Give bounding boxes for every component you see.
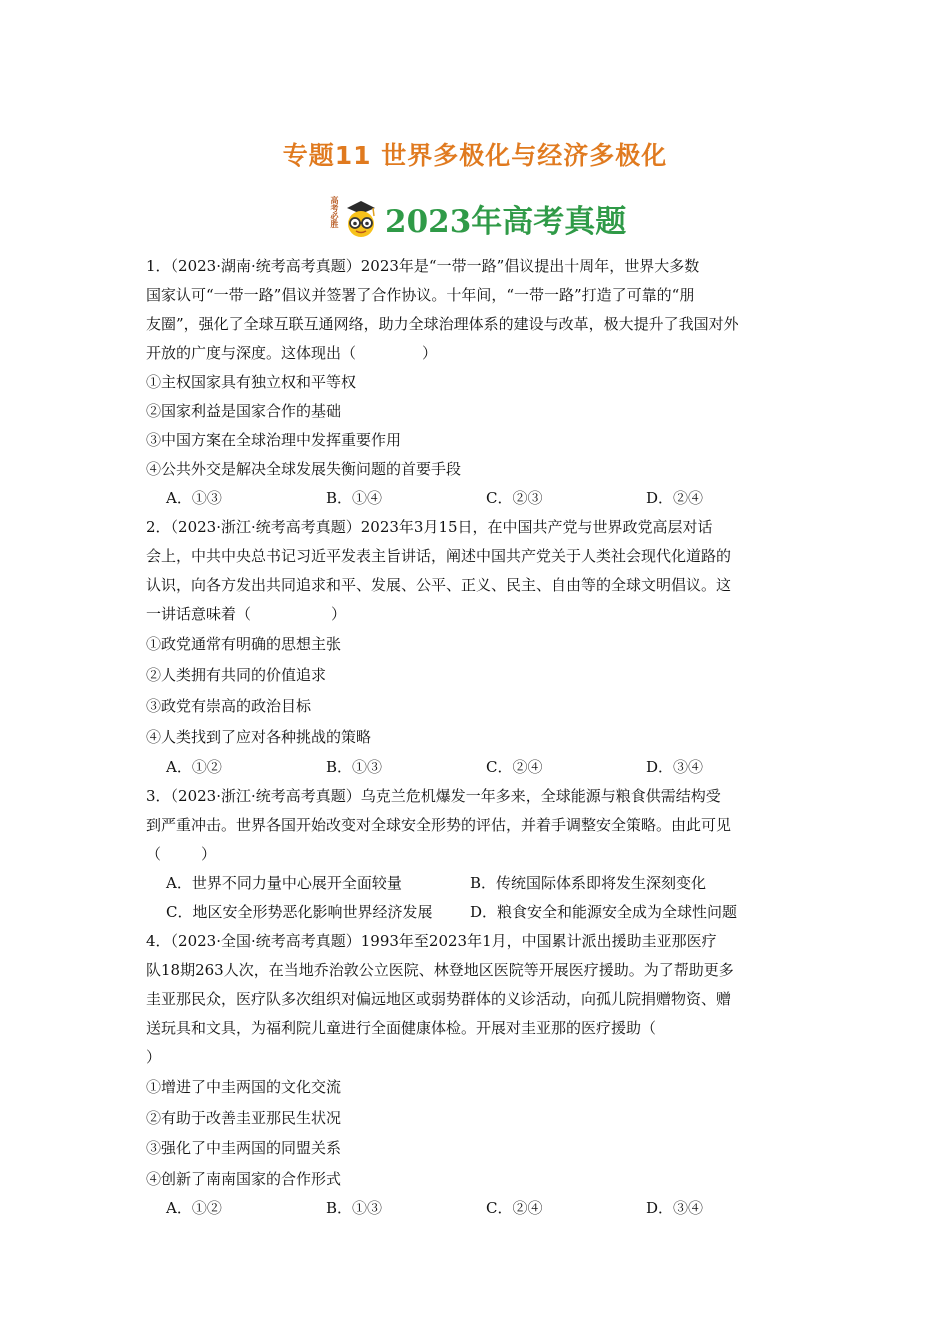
choice-d[interactable]: D．②④ — [646, 489, 704, 507]
statement-item: ③强化了中圭两国的同盟关系 — [146, 1139, 342, 1157]
question-stem-line: 1．（2023·湖南·统考高考真题）2023年是“一带一路”倡议提出十周年，世界大多数 — [146, 257, 700, 275]
question-stem-line: 会上，中共中央总书记习近平发表主旨讲话，阐述中国共产党关于人类社会现代化道路的 — [146, 547, 732, 565]
question-1 — [146, 252, 806, 513]
question-stem-line — [146, 840, 806, 869]
question-stem-line: 2．（2023·浙江·统考高考真题）2023年3月15日，在中国共产党与世界政党高层对话 — [146, 518, 713, 536]
statement-item: ②人类拥有共同的价值追求 — [146, 666, 327, 684]
question-stem-line: 3．（2023·浙江·统考高考真题）乌克兰危机爆发一年多来，全球能源与粮食供需结构受 — [146, 787, 721, 805]
statement-item: ④创新了南南国家的合作形式 — [146, 1169, 342, 1188]
question-stem-line: 送玩具和文具，为福利院儿童进行全面健康体检。开展对圭亚那的医疗援助（ — [146, 1019, 657, 1037]
banner-mini-text: 高考必胜 — [330, 196, 340, 228]
question-stem-end: ） — [422, 344, 438, 362]
statement-item: ④人类找到了应对各种挑战的策略 — [146, 728, 372, 746]
choice-row — [166, 898, 806, 927]
answer-choices — [146, 753, 806, 782]
statement-item: ①增进了中圭两国的文化交流 — [146, 1078, 342, 1096]
page-title: 专题11 世界多极化与经济多极化 — [282, 141, 668, 170]
statement-item: ③政党有崇高的政治目标 — [146, 697, 312, 715]
statement-item: ④公共外交是解决全球发展失衡问题的首要手段 — [146, 460, 462, 478]
question-list — [146, 252, 806, 1223]
question-2 — [146, 513, 806, 782]
choice-a[interactable]: A．①③ — [166, 489, 222, 507]
answer-choices — [146, 484, 806, 513]
choice-a[interactable]: A．世界不同力量中心展开全面较量 — [166, 874, 402, 892]
choice-a[interactable]: A．①② — [166, 758, 222, 776]
question-stem-end: ） — [201, 845, 217, 863]
question-stem-line: ） — [146, 1048, 162, 1066]
section-banner — [330, 192, 626, 244]
question-3 — [146, 782, 806, 927]
choice-d[interactable]: D．③④ — [646, 1199, 704, 1217]
question-stem-line: 国家认可“一带一路”倡议并签署了合作协议。十年间，“一带一路”打造了可靠的“朋 — [146, 286, 695, 304]
question-stem-text: 开放的广度与深度。这体现出（ — [146, 344, 357, 362]
question-stem-line: 4．（2023·全国·统考高考真题）1993年至2023年1月，中国累计派出援助圭亚那医疗 — [146, 932, 717, 950]
choice-c[interactable]: C．②④ — [486, 1199, 543, 1217]
statement-item: ②有助于改善圭亚那民生状况 — [146, 1108, 342, 1127]
choice-row — [166, 869, 806, 898]
question-stem-line — [146, 600, 806, 629]
statement-item: ①主权国家具有独立权和平等权 — [146, 373, 357, 391]
choice-c[interactable]: C．②④ — [486, 758, 543, 776]
choice-c[interactable]: C．②③ — [486, 489, 543, 507]
choice-d[interactable]: D．粮食安全和能源安全成为全球性问题 — [470, 903, 738, 921]
answer-choices — [146, 869, 806, 927]
question-stem-end: ） — [331, 605, 347, 623]
statement-item: ②国家利益是国家合作的基础 — [146, 402, 342, 420]
question-stem-line: 友圈”，强化了全球互联互通网络，助力全球治理体系的建设与改革，极大提升了我国对外 — [146, 315, 739, 333]
choice-b[interactable]: B．①③ — [326, 1199, 383, 1217]
choice-b[interactable]: B．①③ — [326, 758, 383, 776]
statement-item: ①政党通常有明确的思想主张 — [146, 635, 342, 653]
question-stem-line: 队18期263人次，在当地乔治敦公立医院、林登地区医院等开展医疗援助。为了帮助更多 — [146, 961, 734, 979]
question-stem-text: 一讲话意味着（ — [146, 605, 252, 623]
statement-item: ③中国方案在全球治理中发挥重要作用 — [146, 431, 402, 449]
choice-d[interactable]: D．③④ — [646, 758, 704, 776]
choice-b[interactable]: B．传统国际体系即将发生深刻变化 — [470, 874, 707, 892]
question-stem-text: （ — [146, 845, 162, 863]
question-stem-line: 到严重冲击。世界各国开始改变对全球安全形势的评估，并着手调整安全策略。由此可见 — [146, 816, 732, 834]
banner-text: 2023年高考真题 — [385, 203, 627, 240]
choice-b[interactable]: B．①④ — [326, 489, 383, 507]
mascot-graduate-icon — [341, 196, 381, 240]
question-stem-line — [146, 339, 806, 368]
question-stem-line: 认识，向各方发出共同追求和平、发展、公平、正义、民主、自由等的全球文明倡议。这 — [146, 576, 732, 594]
choice-a[interactable]: A．①② — [166, 1199, 222, 1217]
question-4 — [146, 927, 806, 1223]
answer-choices — [146, 1194, 806, 1223]
choice-c[interactable]: C．地区安全形势恶化影响世界经济发展 — [166, 903, 433, 921]
question-stem-line: 圭亚那民众，医疗队多次组织对偏远地区或弱势群体的义诊活动，向孤儿院捐赠物资、赠 — [146, 990, 732, 1008]
